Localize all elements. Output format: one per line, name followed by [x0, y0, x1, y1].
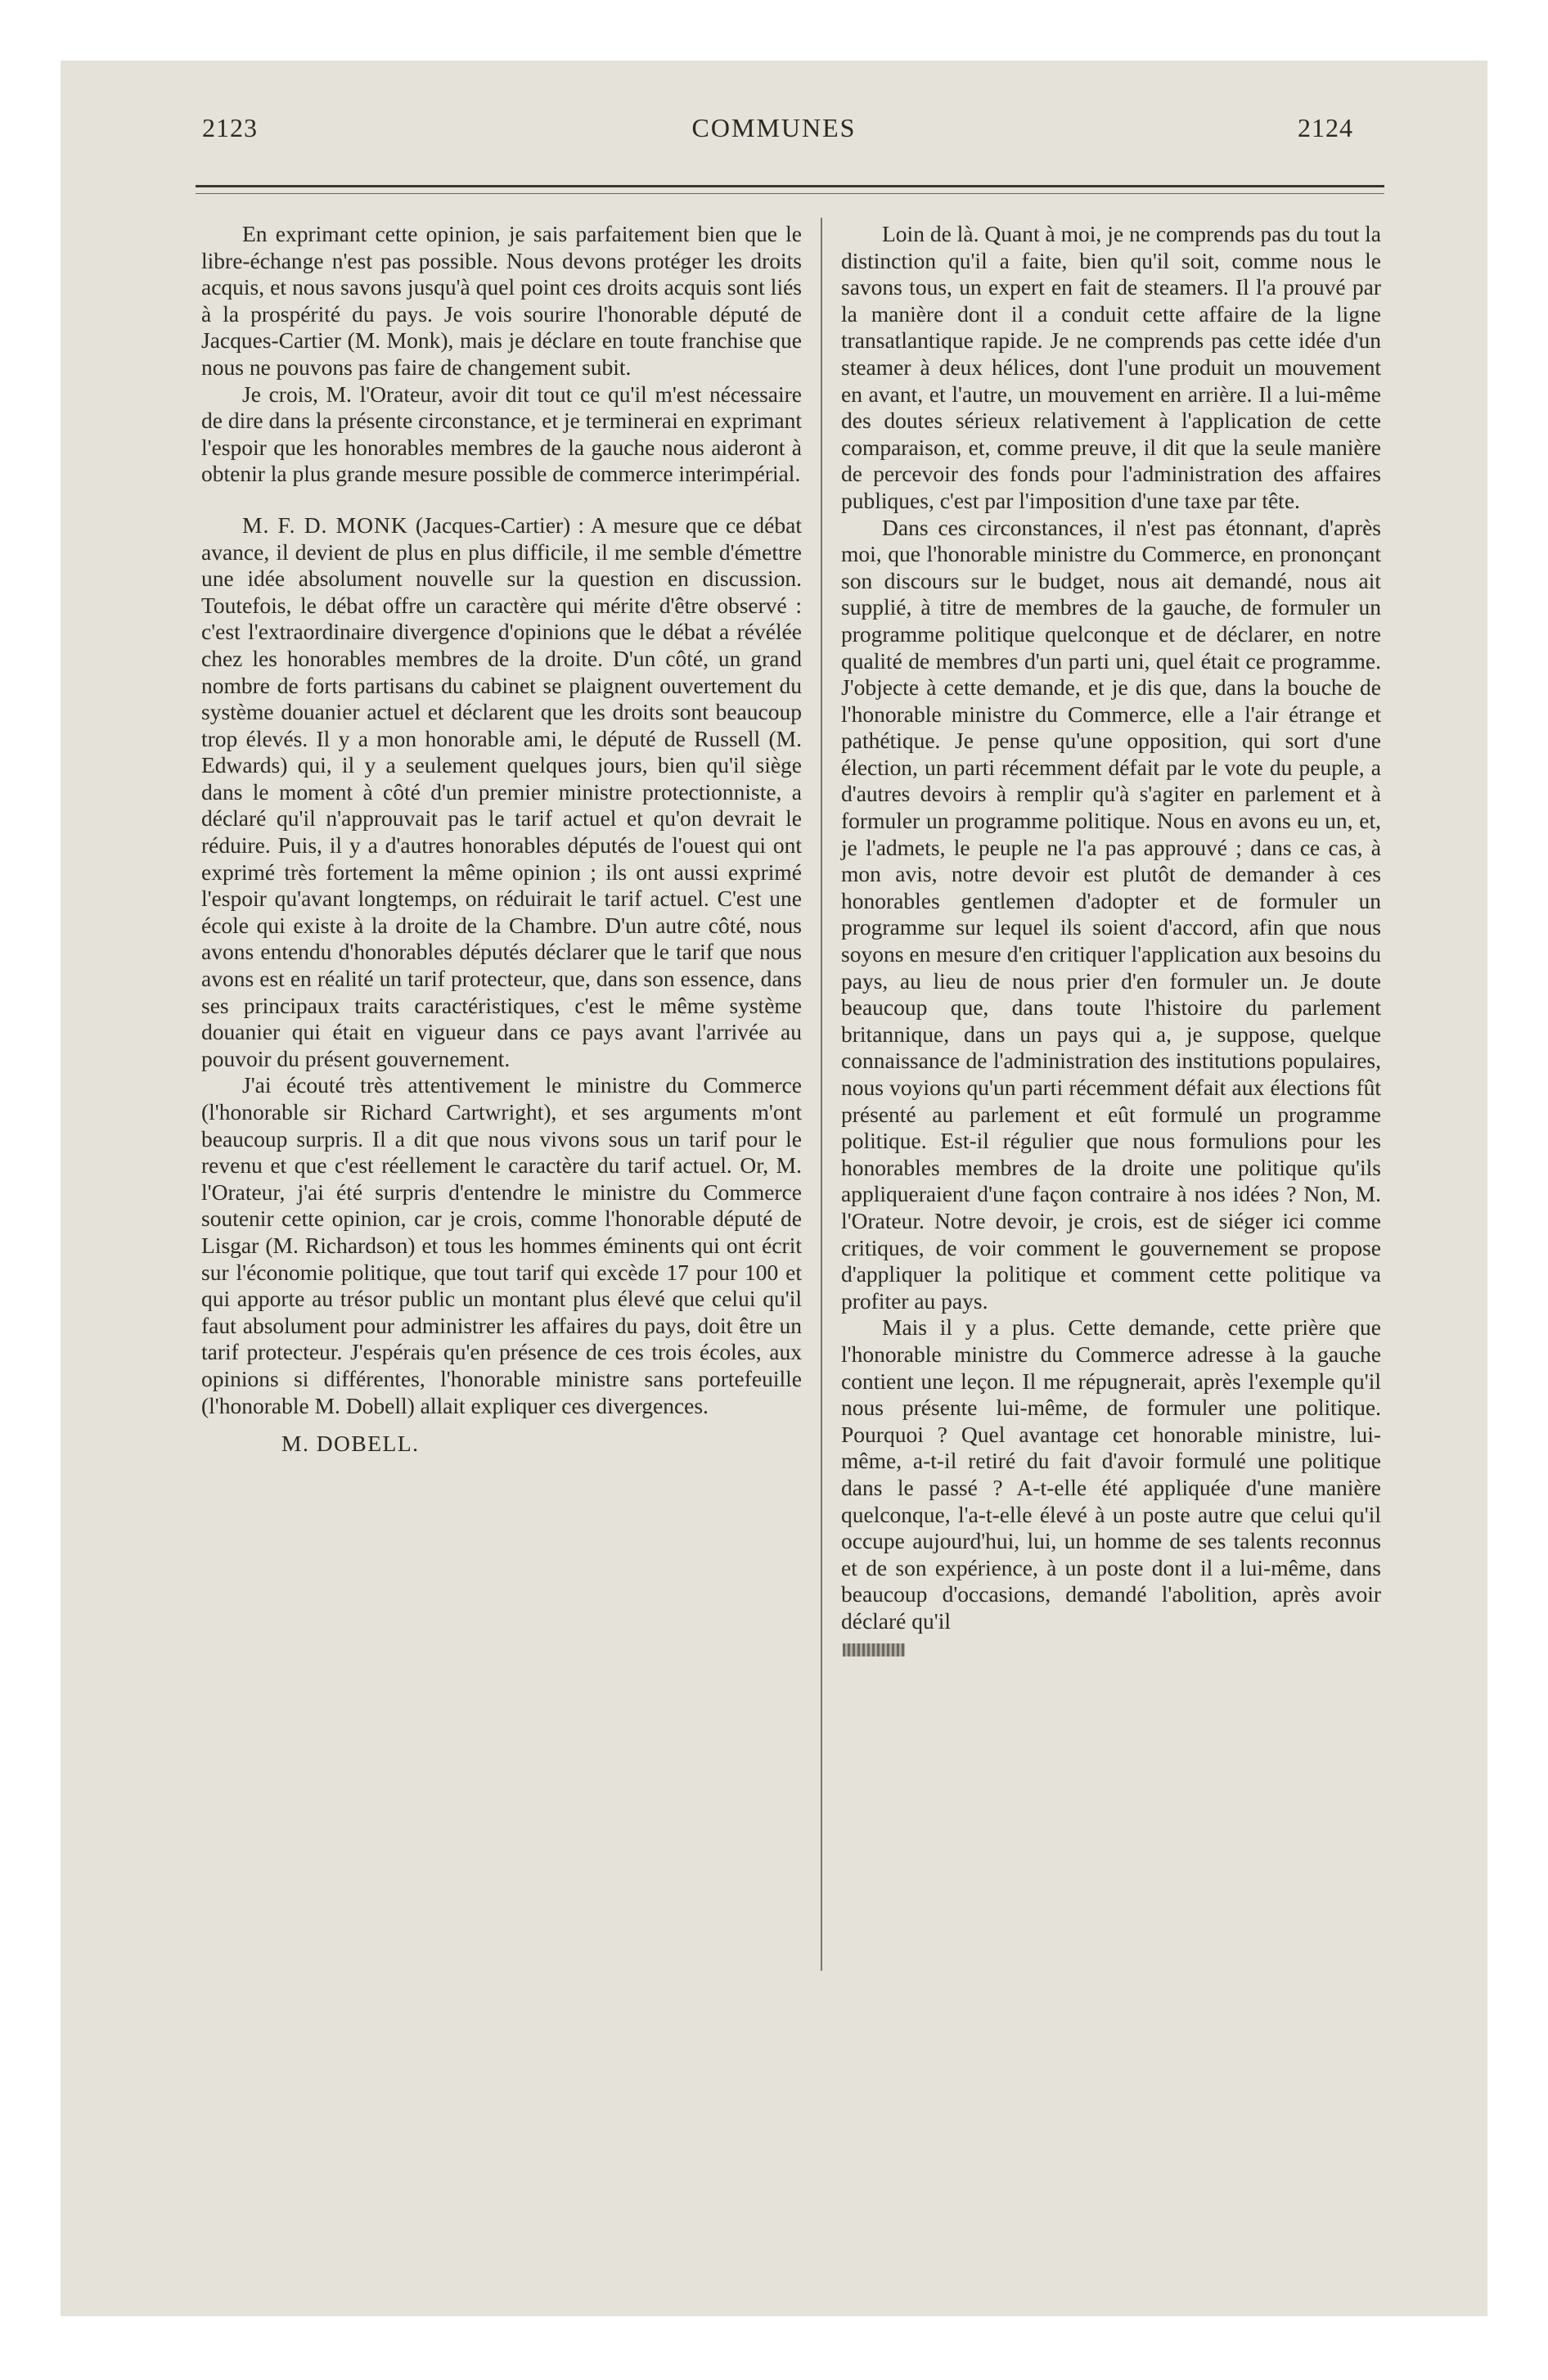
paragraph: Dans ces circonstances, il n'est pas étonnant, d'après moi, que l'honorable ministre du Commerce, en prononçant son discours sur le budget, nous ait demandé, nous ait supplié, à titre de membres de la gauche, de formuler un programme politique quelconque et de déclarer, en notre qualité de membres d'un parti uni, quel était ce programme. J'objecte à cette demande, et je dis que, dans la bouche de l'honorable ministre du Commerce, elle a l'air étrange et pathétique. Je pense qu'une opposition, qui sort d'une élection, un parti récemment défait par le vote du peuple, a d'autres devoirs à remplir qu'à s'agiter en parlement et à formuler un programme politique. Nous en avons eu un, et, je l'admets, le peuple ne l'a pas approuvé ; dans ce cas, à mon avis, notre devoir est plutôt de demander à ces honorables gentlemen d'adopter et de formuler un programme sur lequel ils soient d'accord, afin que nous soyons en mesure d'en critiquer l'application aux besoins du pays, au lieu de nous prier d'en formuler un. Je doute beaucoup que, dans toute l'histoire du parlement britannique, dans un pays qui a, je suppose, quelque connaissance de l'administration des institutions populaires, nous voyions qu'un parti récemment défait aux élections fût présenté au parlement et eût formulé un programme politique. Est-il régulier que nous formulions pour les honorables membres de la droite une politique qu'ils appliqueraient d'une façon contraire à nos idées ? Non, M. l'Orateur. Notre devoir, je crois, est de siéger ici comme critiques, de voir comment le gouvernement se propose d'appliquer la politique et comment cette politique va profiter au pays. — [841, 514, 1381, 1314]
paragraph: Loin de là. Quant à moi, je ne comprends pas du tout la distinction qu'il a faite, bien qu'il soit, comme nous le savons tous, un expert en fait de steamers. Il l'a prouvé par la manière dont il a conduit cette affaire de la ligne transatlantique rapide. Je ne comprends pas cette idée d'un steamer à deux hélices, dont l'une produit un mouvement en avant, et l'autre, un mouvement en arrière. Il a lui-même des doutes sérieux relativement à l'application de cette comparaison, et, comme preuve, il dit que la seule manière de percevoir des fonds pour l'administration des affaires publiques, c'est par l'imposition d'une taxe par tête. — [841, 221, 1381, 513]
paragraph: Je crois, M. l'Orateur, avoir dit tout ce qu'il m'est nécessaire de dire dans la présente circonstance, et je terminerai en exprimant l'espoir que les honorables membres de la gauche nous aideront à obtenir la plus grande mesure possible de commerce interimpérial. — [201, 381, 802, 487]
paragraph-gap — [201, 488, 802, 512]
running-title: COMMUNES — [691, 113, 857, 142]
page-number-right: 2124 — [1298, 113, 1353, 142]
column-divider — [821, 218, 822, 1971]
ink-smudge — [843, 1643, 905, 1657]
right-column — [841, 221, 1381, 1661]
paragraph-text: (Jacques-Cartier) : A mesure que ce débat avance, il devient de plus en plus difficile, il me semble d'émettre une idée absolument nouvelle sur la question en discussion. Toutefois, le débat offre un caractère qui mérite d'être observé : c'est l'extraordinaire divergence d'opinions que le débat a révélée chez les honorables membres de la droite. D'un côté, un grand nombre de forts partisans du cabinet se plaignent ouvertement du système douanier actuel et déclarent que les droits sont beaucoup trop élevés. Il y a mon honorable ami, le député de Russell (M. Edwards) qui, il y a seulement quelques jours, bien qu'il siège dans le moment à côté d'un premier ministre protectionniste, a déclaré qu'il n'approuvait pas le tarif actuel et qu'on devrait le réduire. Puis, il y a d'autres honorables députés de l'ouest qui ont exprimé très fortement la même opinion ; ils ont aussi exprimé l'espoir qu'avant longtemps, on réduirait le tarif actuel. C'est une école qui existe à la droite de la Chambre. D'un autre côté, nous avons entendu d'honorables députés déclarer que le tarif que nous avons est en réalité un tarif protecteur, que, dans son essence, dans ses principaux traits caractéristiques, c'est le même système douanier qui était en vigueur dans ce pays avant l'arrivée au pouvoir du présent gouvernement. — [201, 512, 802, 1071]
speaker-heading: M. DOBELL. — [281, 1431, 420, 1457]
paragraph: J'ai écouté très attentivement le ministre du Commerce (l'honorable sir Richard Cartwright), et ses arguments m'ont beaucoup surpris. Il a dit que nous vivons sous un tarif pour le revenu et que c'est réellement le caractère du tarif actuel. Or, M. l'Orateur, j'ai été surpris d'entendre le ministre du Commerce soutenir cette opinion, car je crois, comme l'honorable député de Lisgar (M. Richardson) et tous les hommes éminents qui ont écrit sur l'économie politique, que tout tarif qui excède 17 pour 100 et qui apporte au trésor public un montant plus élevé que celui qu'il faut absolument pour administrer les affaires du pays, doit être un tarif protecteur. J'espérais qu'en présence de ces trois écoles, aux opinions si différentes, l'honorable ministre sans portefeuille (l'honorable M. Dobell) allait expliquer ces divergences. — [201, 1072, 802, 1418]
paragraph: Mais il y a plus. Cette demande, cette prière que l'honorable ministre du Commerce adresse à la gauche contient une leçon. Il me répugnerait, après l'exemple qu'il nous présente lui-même, de formuler une politique. Pourquoi ? Quel avantage cet honorable ministre, lui-même, a-t-il retiré du fait d'avoir formulé une politique dans le passé ? A-t-elle été appliquée d'une manière quelconque, l'a-t-elle élevé à un poste autre que celui qu'il occupe aujourd'hui, lui, un homme de ses talents reconnus et de son expérience, à un poste dont il a lui-même, dans beaucoup d'occasions, demandé l'abolition, après avoir déclaré qu'il — [841, 1314, 1381, 1634]
paragraph: En exprimant cette opinion, je sais parfaitement bien que le libre-échange n'est pas possible. Nous devons protéger les droits acquis, et nous savons jusqu'à quel point ces droits acquis sont liés à la prospérité du pays. Je vois sourire l'honorable député de Jacques-Cartier (M. Monk), mais je déclare en toute franchise que nous ne pouvons pas faire de changement subit. — [201, 221, 802, 380]
header-rule-thin — [196, 193, 1384, 194]
left-column — [201, 221, 802, 1458]
header-rule-thick — [196, 185, 1384, 187]
document-page — [61, 61, 1487, 2316]
paragraph — [201, 512, 802, 1072]
page-header — [61, 113, 1487, 162]
speaker-name: M. F. D. MONK — [242, 512, 408, 538]
continuation-mark — [841, 1634, 1381, 1661]
page-number-left: 2123 — [202, 113, 258, 142]
paragraph-gap — [201, 1419, 802, 1431]
